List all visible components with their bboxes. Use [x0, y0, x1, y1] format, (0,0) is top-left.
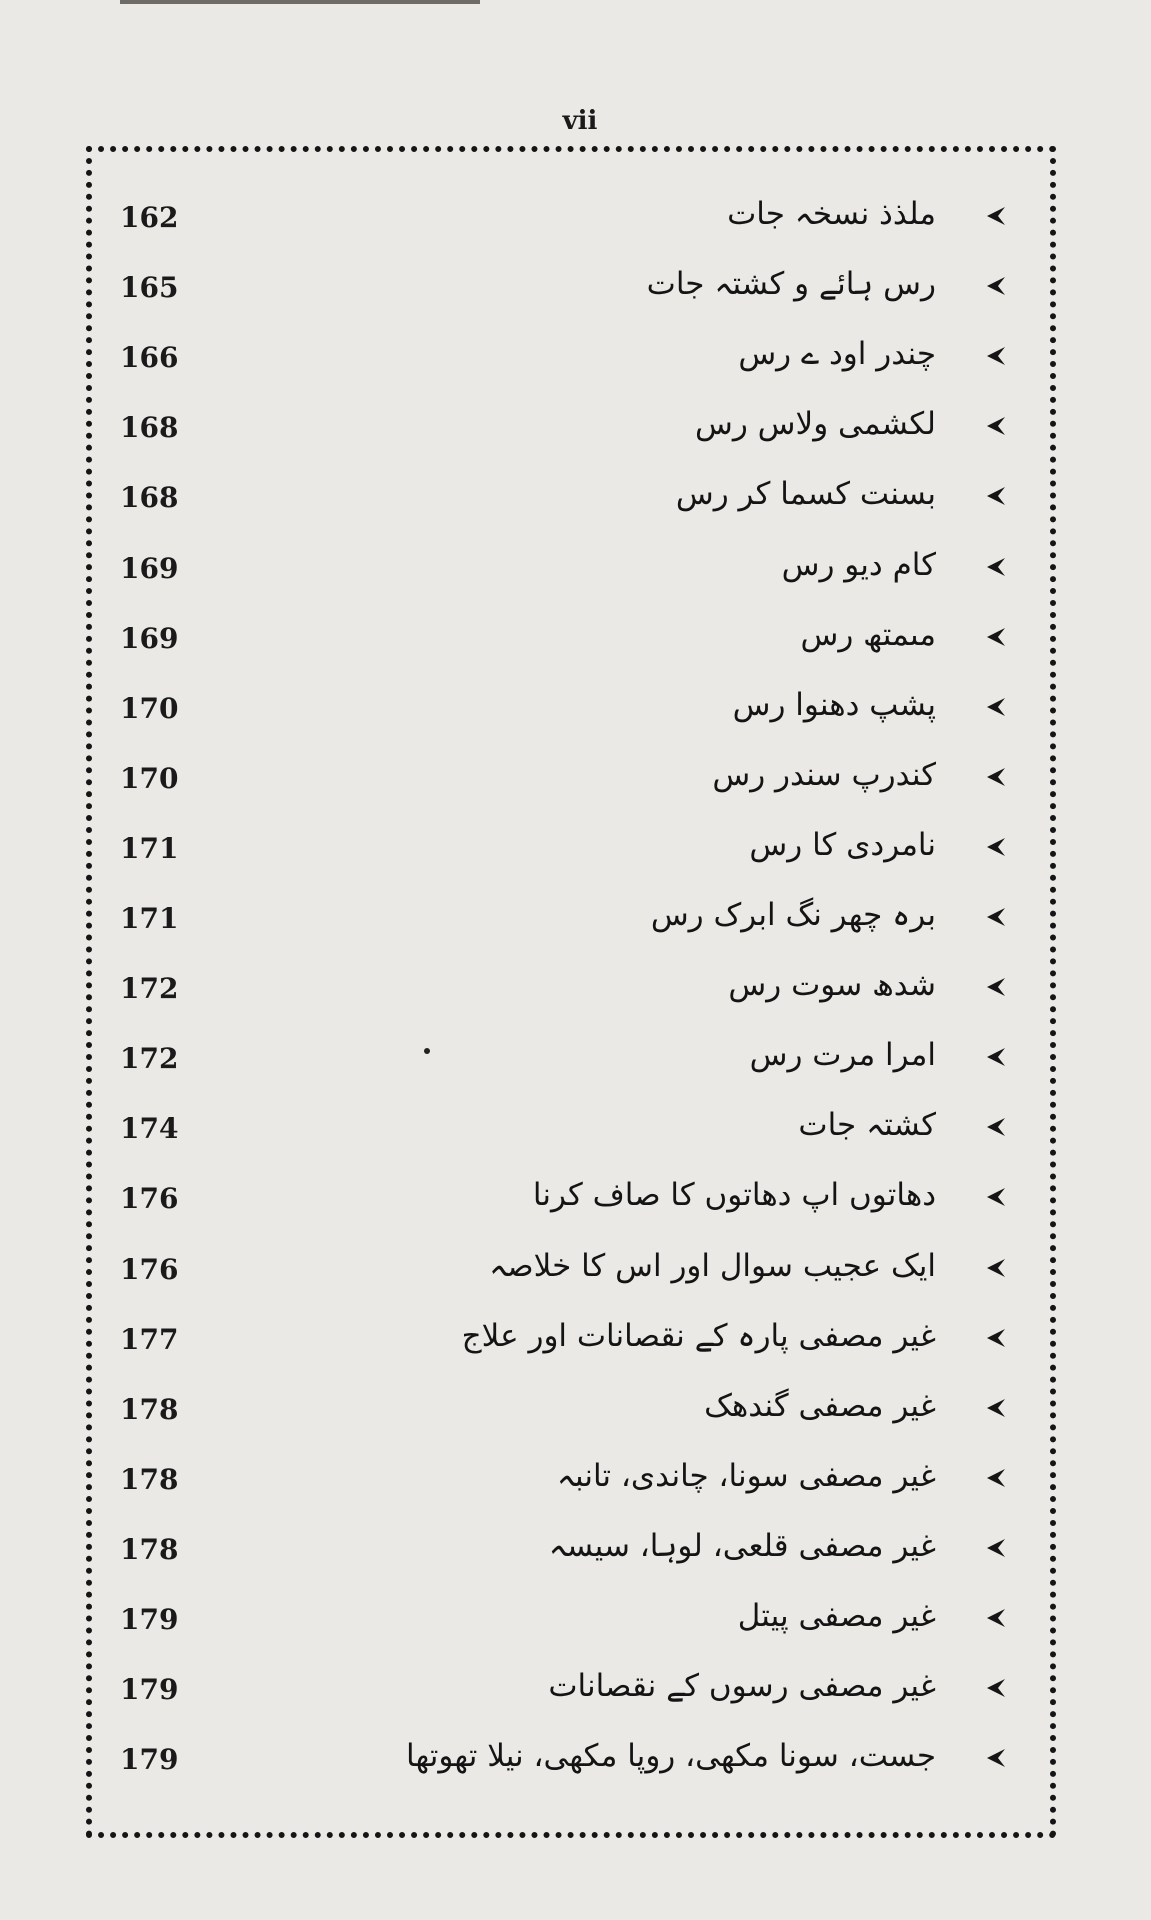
- toc-entry[interactable]: [0, 464, 1151, 534]
- toc-entry[interactable]: [0, 394, 1151, 464]
- toc-entry-title: دھاتوں اپ دھاتوں کا صاف کرنا: [532, 1177, 936, 1213]
- arrow-bullet-icon: [985, 346, 1007, 366]
- toc-entry-title: کشتہ جات: [798, 1107, 936, 1143]
- toc-entry-title: لکشمی ولاس رس: [695, 406, 936, 442]
- toc-entry[interactable]: [0, 1376, 1151, 1446]
- toc-page-number: 171: [120, 832, 179, 865]
- toc-entry[interactable]: [0, 1306, 1151, 1376]
- toc-page-number: 170: [120, 762, 179, 795]
- toc-entry-title: غیر مصفی رسوں کے نقصانات: [548, 1668, 936, 1704]
- arrow-bullet-icon: [985, 1047, 1007, 1067]
- toc-page-number: 178: [120, 1533, 179, 1566]
- arrow-bullet-icon: [985, 1608, 1007, 1628]
- toc-page-number: 179: [120, 1673, 179, 1706]
- toc-page-number: 178: [120, 1393, 179, 1426]
- toc-entry[interactable]: [0, 324, 1151, 394]
- toc-entry[interactable]: [0, 535, 1151, 605]
- arrow-bullet-icon: [985, 977, 1007, 997]
- toc-entry-title: جست، سونا مکھی، روپا مکھی، نیلا تھوتھا: [406, 1738, 936, 1774]
- arrow-bullet-icon: [985, 1258, 1007, 1278]
- toc-entry[interactable]: [0, 955, 1151, 1025]
- arrow-bullet-icon: [985, 1468, 1007, 1488]
- toc-entry-title: امرا مرت رس: [749, 1037, 936, 1073]
- toc-entry[interactable]: [0, 745, 1151, 815]
- toc-page-number: 179: [120, 1743, 179, 1776]
- print-speck: [424, 1048, 430, 1054]
- toc-entry-title: مںمتھ رس: [800, 617, 936, 653]
- toc-page-number: 162: [120, 201, 179, 234]
- toc-entry[interactable]: [0, 885, 1151, 955]
- toc-entry-title: نامردی کا رس: [749, 827, 936, 863]
- toc-entry[interactable]: [0, 1516, 1151, 1586]
- toc-entry[interactable]: [0, 1586, 1151, 1656]
- toc-page-number: 176: [120, 1182, 179, 1215]
- arrow-bullet-icon: [985, 627, 1007, 647]
- page-number: vii: [562, 106, 598, 136]
- arrow-bullet-icon: [985, 1398, 1007, 1418]
- toc-entry-title: برہ چھر نگ ابرک رس: [650, 897, 936, 933]
- arrow-bullet-icon: [985, 276, 1007, 296]
- toc-entry[interactable]: [0, 1726, 1151, 1796]
- toc-entry-title: غیر مصفی قلعی، لوہا، سیسہ: [548, 1528, 936, 1564]
- toc-entry-title: ملذذ نسخہ جات: [727, 196, 936, 232]
- toc-entry[interactable]: [0, 605, 1151, 675]
- toc-entry[interactable]: [0, 1095, 1151, 1165]
- toc-entry-title: چندر اود ے رس: [738, 336, 936, 372]
- arrow-bullet-icon: [985, 557, 1007, 577]
- toc-page-number: 165: [120, 271, 179, 304]
- toc-entry[interactable]: [0, 675, 1151, 745]
- arrow-bullet-icon: [985, 486, 1007, 506]
- toc-page-number: 176: [120, 1253, 179, 1286]
- toc-entry[interactable]: [0, 815, 1151, 885]
- arrow-bullet-icon: [985, 1748, 1007, 1768]
- toc-page-number: 172: [120, 1042, 179, 1075]
- toc-page-number: 170: [120, 692, 179, 725]
- toc-page-number: 169: [120, 552, 179, 585]
- toc-page-number: 171: [120, 902, 179, 935]
- toc-page-number: 177: [120, 1323, 179, 1356]
- toc-entry-title: غیر مصفی گندھک: [704, 1388, 936, 1424]
- toc-entry-title: بسنت کسما کر رس: [675, 476, 936, 512]
- arrow-bullet-icon: [985, 837, 1007, 857]
- arrow-bullet-icon: [985, 1678, 1007, 1698]
- arrow-bullet-icon: [985, 1117, 1007, 1137]
- toc-page-number: 168: [120, 411, 179, 444]
- arrow-bullet-icon: [985, 697, 1007, 717]
- arrow-bullet-icon: [985, 416, 1007, 436]
- top-edge-rule: [120, 0, 480, 4]
- toc-page-number: 178: [120, 1463, 179, 1496]
- toc-entry[interactable]: [0, 254, 1151, 324]
- toc-page-number: 174: [120, 1112, 179, 1145]
- toc-page-number: 168: [120, 481, 179, 514]
- toc-entry-title: غیر مصفی پیتل: [737, 1598, 936, 1634]
- arrow-bullet-icon: [985, 1187, 1007, 1207]
- toc-entry-title: ایک عجیب سوال اور اس کا خلاصہ: [489, 1248, 936, 1284]
- toc-entry[interactable]: [0, 1025, 1151, 1095]
- toc-entry-title: شدھ سوت رس: [728, 967, 936, 1003]
- toc-entry-title: کندرپ سندر رس: [712, 757, 936, 793]
- arrow-bullet-icon: [985, 767, 1007, 787]
- toc-entry[interactable]: [0, 1446, 1151, 1516]
- arrow-bullet-icon: [985, 1538, 1007, 1558]
- arrow-bullet-icon: [985, 1328, 1007, 1348]
- toc-page-number: 172: [120, 972, 179, 1005]
- toc-entry[interactable]: [0, 1236, 1151, 1306]
- toc-entry[interactable]: [0, 1165, 1151, 1235]
- toc-page-number: 179: [120, 1603, 179, 1636]
- toc-page-number: 169: [120, 622, 179, 655]
- toc-entry-title: غیر مصفی پارہ کے نقصانات اور علاج: [461, 1318, 936, 1354]
- toc-entry-title: کام دیو رس: [781, 547, 936, 583]
- toc-page-number: 166: [120, 341, 179, 374]
- toc-entry[interactable]: [0, 1656, 1151, 1726]
- toc-entry[interactable]: [0, 184, 1151, 254]
- toc-entry-title: رس ہائے و کشتہ جات: [646, 266, 936, 302]
- toc-entry-title: غیر مصفی سونا، چاندی، تانبہ: [556, 1458, 936, 1494]
- arrow-bullet-icon: [985, 206, 1007, 226]
- arrow-bullet-icon: [985, 907, 1007, 927]
- toc-entry-title: پشپ دھنوا رس: [732, 687, 936, 723]
